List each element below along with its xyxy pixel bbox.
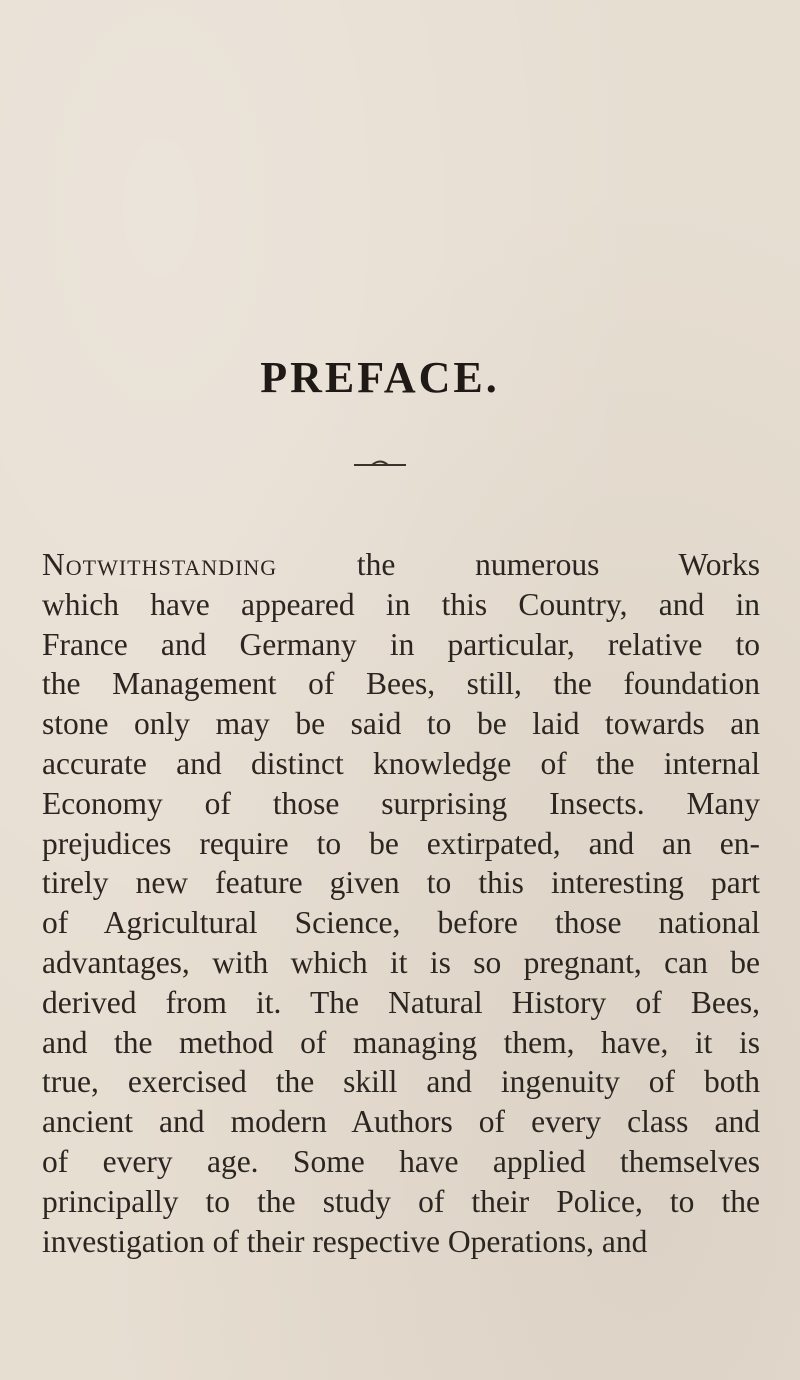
text-line: Economy of those surprising Insects. Many — [42, 785, 760, 821]
text-line: investigation of their respective Operations, and — [42, 1223, 648, 1259]
text-line: prejudices require to be extirpated, and an en- — [42, 825, 760, 861]
text-line: of every age. Some have applied themselves — [42, 1143, 760, 1179]
page-title: PREFACE. — [260, 353, 500, 402]
text-line: accurate and distinct knowledge of the internal — [42, 745, 760, 781]
preface-body — [42, 545, 760, 1261]
text-line: which have appeared in this Country, and in — [42, 586, 760, 622]
text-line: stone only may be said to be laid towards an — [42, 706, 760, 742]
text-line: derived from it. The Natural History of Bees, — [42, 984, 760, 1020]
text-line: and the method of managing them, have, it is — [42, 1024, 760, 1060]
text-line: advantages, with which it is so pregnant, can be — [42, 944, 760, 980]
text-line: of Agricultural Science, before those national — [42, 905, 760, 941]
text-line: the Management of Bees, still, the foundation — [42, 666, 760, 702]
ornament-divider — [354, 458, 406, 470]
text-line: true, exercised the skill and ingenuity of both — [42, 1064, 760, 1100]
text-line: principally to the study of their Police, to the — [42, 1183, 760, 1219]
text-line: France and Germany in particular, relative to — [42, 626, 760, 662]
text-line: ancient and modern Authors of every class and — [42, 1104, 760, 1140]
text-line: tirely new feature given to this interesting part — [42, 865, 760, 901]
opening-word: Notwithstanding — [42, 547, 278, 582]
text-line: Notwithstanding the numerous Works — [42, 547, 760, 582]
